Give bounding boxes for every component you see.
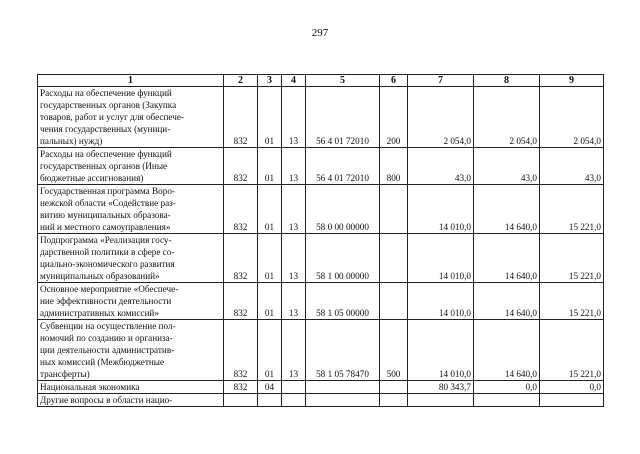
table-row — [38, 320, 604, 381]
row-description: Основное мероприятие «Обеспече- ние эффективности деятельности административных комиссий» — [38, 283, 224, 320]
section-code: 04 — [258, 381, 282, 394]
subsection-code: 13 — [282, 148, 306, 185]
section-code: 01 — [258, 148, 282, 185]
ministry-code: 832 — [224, 320, 258, 381]
row-description: Субвенции на осуществление пол- номочий по созданию и организа- ции деятельности административ- ных комиссий (Межбюджетные трансферты) — [38, 320, 224, 381]
target-article — [306, 381, 380, 394]
ministry-code: 832 — [224, 283, 258, 320]
amount-col9: 15 221,0 — [540, 234, 604, 283]
amount-col7: 2 054,0 — [408, 87, 474, 148]
target-article — [306, 394, 380, 407]
column-header: 9 — [540, 75, 604, 87]
row-description: Национальная экономика — [38, 381, 224, 394]
subsection-code — [282, 381, 306, 394]
table-row — [38, 234, 604, 283]
column-header: 7 — [408, 75, 474, 87]
subsection-code: 13 — [282, 283, 306, 320]
ministry-code — [224, 394, 258, 407]
amount-col9 — [540, 394, 604, 407]
amount-col8: 14 640,0 — [474, 320, 540, 381]
subsection-code — [282, 394, 306, 407]
amount-col7: 14 010,0 — [408, 283, 474, 320]
subsection-code: 13 — [282, 234, 306, 283]
table-row — [38, 394, 604, 407]
section-code: 01 — [258, 185, 282, 234]
section-code: 01 — [258, 87, 282, 148]
row-description: Другие вопросы в области нацио- — [38, 394, 224, 407]
ministry-code: 832 — [224, 381, 258, 394]
expense-type — [380, 394, 408, 407]
table-header-row — [38, 75, 604, 87]
amount-col8: 0,0 — [474, 381, 540, 394]
amount-col7: 14 010,0 — [408, 234, 474, 283]
expense-type — [380, 185, 408, 234]
amount-col8: 14 640,0 — [474, 234, 540, 283]
target-article: 56 4 01 72010 — [306, 87, 380, 148]
amount-col9: 15 221,0 — [540, 283, 604, 320]
ministry-code: 832 — [224, 87, 258, 148]
amount-col9: 15 221,0 — [540, 185, 604, 234]
table-row — [38, 148, 604, 185]
expense-type: 800 — [380, 148, 408, 185]
column-header: 4 — [282, 75, 306, 87]
ministry-code: 832 — [224, 148, 258, 185]
column-header: 3 — [258, 75, 282, 87]
table-row — [38, 185, 604, 234]
column-header: 5 — [306, 75, 380, 87]
amount-col7: 43,0 — [408, 148, 474, 185]
subsection-code: 13 — [282, 185, 306, 234]
target-article: 58 1 00 00000 — [306, 234, 380, 283]
row-description: Подпрограмма «Реализация госу- дарственной политики в сфере со- циально-экономического развития муниципальных образований» — [38, 234, 224, 283]
ministry-code: 832 — [224, 234, 258, 283]
amount-col9: 15 221,0 — [540, 320, 604, 381]
row-description: Государственная программа Воро- нежской области «Содействие раз- витию муниципальных образова- ний и местного самоуправления» — [38, 185, 224, 234]
column-header: 6 — [380, 75, 408, 87]
amount-col8: 14 640,0 — [474, 185, 540, 234]
amount-col8: 2 054,0 — [474, 87, 540, 148]
amount-col8: 43,0 — [474, 148, 540, 185]
amount-col7 — [408, 394, 474, 407]
expense-type — [380, 234, 408, 283]
target-article: 58 0 00 00000 — [306, 185, 380, 234]
amount-col8 — [474, 394, 540, 407]
amount-col9: 43,0 — [540, 148, 604, 185]
row-description: Расходы на обеспечение функций государственных органов (Иные бюджетные ассигнования) — [38, 148, 224, 185]
amount-col7: 80 343,7 — [408, 381, 474, 394]
expense-type — [380, 381, 408, 394]
amount-col8: 14 640,0 — [474, 283, 540, 320]
column-header: 2 — [224, 75, 258, 87]
page-number: 297 — [311, 27, 329, 39]
table-row — [38, 381, 604, 394]
column-header: 8 — [474, 75, 540, 87]
section-code: 01 — [258, 234, 282, 283]
expense-type: 200 — [380, 87, 408, 148]
target-article: 58 1 05 00000 — [306, 283, 380, 320]
subsection-code: 13 — [282, 320, 306, 381]
ministry-code: 832 — [224, 185, 258, 234]
amount-col7: 14 010,0 — [408, 185, 474, 234]
table-row — [38, 283, 604, 320]
amount-col7: 14 010,0 — [408, 320, 474, 381]
section-code: 01 — [258, 320, 282, 381]
amount-col9: 0,0 — [540, 381, 604, 394]
section-code: 01 — [258, 283, 282, 320]
target-article: 56 4 01 72010 — [306, 148, 380, 185]
expense-type — [380, 283, 408, 320]
row-description: Расходы на обеспечение функций государственных органов (Закупка товаров, работ и услуг для обеспече- чения государственных (муници- пальных) нужд) — [38, 87, 224, 148]
subsection-code: 13 — [282, 87, 306, 148]
section-code — [258, 394, 282, 407]
expense-type: 500 — [380, 320, 408, 381]
column-header: 1 — [38, 75, 224, 87]
target-article: 58 1 05 78470 — [306, 320, 380, 381]
amount-col9: 2 054,0 — [540, 87, 604, 148]
budget-table — [37, 74, 604, 407]
table-row — [38, 87, 604, 148]
